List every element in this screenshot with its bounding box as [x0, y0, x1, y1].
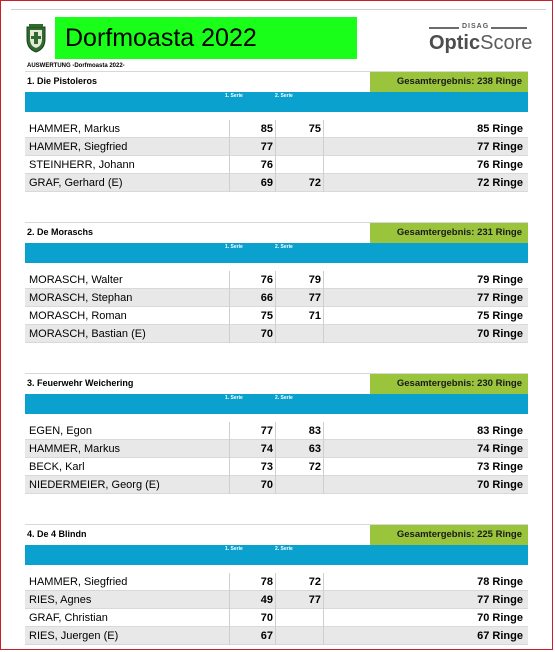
shooter-total: 75 Ringe — [323, 307, 528, 325]
column-label-serie2: 2. Serie — [275, 395, 293, 401]
serie2-score: 83 — [275, 422, 323, 440]
team-block — [25, 222, 528, 343]
team-name: 1. Die Pistoleros — [27, 76, 98, 86]
serie2-score — [275, 476, 323, 494]
serie1-score: 70 — [229, 325, 275, 343]
shooter-rows — [25, 573, 528, 645]
table-row — [25, 307, 528, 325]
serie2-score — [275, 627, 323, 645]
logo-brand: OpticScore — [429, 32, 533, 54]
serie1-score: 49 — [229, 591, 275, 609]
serie1-score: 76 — [229, 271, 275, 289]
shooter-name: GRAF, Gerhard (E) — [29, 177, 123, 189]
serie2-score: 79 — [275, 271, 323, 289]
serie2-score — [275, 138, 323, 156]
column-header-bar — [25, 92, 528, 112]
serie2-score: 72 — [275, 458, 323, 476]
team-header — [25, 373, 528, 394]
table-row — [25, 591, 528, 609]
team-total: Gesamtergebnis: 230 Ringe — [370, 374, 528, 394]
shooter-total: 77 Ringe — [323, 591, 528, 609]
shooter-name: NIEDERMEIER, Georg (E) — [29, 479, 160, 491]
shooter-name: MORASCH, Bastian (E) — [29, 328, 146, 340]
page-top-rule — [11, 9, 546, 10]
shooter-total: 67 Ringe — [323, 627, 528, 645]
team-total: Gesamtergebnis: 231 Ringe — [370, 223, 528, 243]
serie1-score: 70 — [229, 609, 275, 627]
logo-bar-left — [429, 27, 459, 29]
table-row — [25, 325, 528, 343]
logo-bar-right — [491, 27, 527, 29]
report-subtitle: AUSWERTUNG -Dorfmoasta 2022- — [27, 63, 125, 69]
shooter-rows — [25, 271, 528, 343]
page-title — [55, 17, 357, 59]
serie1-score: 69 — [229, 174, 275, 192]
column-label-serie1: 1. Serie — [225, 244, 243, 250]
serie1-score: 76 — [229, 156, 275, 174]
serie2-score: 77 — [275, 591, 323, 609]
table-row — [25, 458, 528, 476]
column-label-serie1: 1. Serie — [225, 93, 243, 99]
team-header — [25, 222, 528, 243]
shooter-name: BECK, Karl — [29, 461, 85, 473]
serie2-score — [275, 325, 323, 343]
serie2-score: 71 — [275, 307, 323, 325]
shooter-name: MORASCH, Walter — [29, 274, 123, 286]
table-row — [25, 120, 528, 138]
table-row — [25, 138, 528, 156]
opticscore-logo — [429, 23, 533, 55]
table-row — [25, 440, 528, 458]
serie2-score: 75 — [275, 120, 323, 138]
serie1-score: 77 — [229, 138, 275, 156]
shooter-total: 72 Ringe — [323, 174, 528, 192]
team-block — [25, 373, 528, 494]
shooter-name: HAMMER, Markus — [29, 123, 121, 135]
shooter-name: RIES, Juergen (E) — [29, 630, 119, 642]
serie2-score: 72 — [275, 573, 323, 591]
serie1-score: 75 — [229, 307, 275, 325]
shooter-name: GRAF, Christian — [29, 612, 108, 624]
team-name: 3. Feuerwehr Weichering — [27, 378, 134, 388]
serie1-score: 70 — [229, 476, 275, 494]
column-label-serie1: 1. Serie — [225, 546, 243, 552]
shooter-total: 70 Ringe — [323, 609, 528, 627]
shooter-total: 85 Ringe — [323, 120, 528, 138]
team-header — [25, 71, 528, 92]
shooter-total: 76 Ringe — [323, 156, 528, 174]
serie1-score: 78 — [229, 573, 275, 591]
serie2-score — [275, 609, 323, 627]
table-row — [25, 174, 528, 192]
shooter-total: 83 Ringe — [323, 422, 528, 440]
shooter-name: RIES, Agnes — [29, 594, 92, 606]
logo-disag: DISAG — [462, 23, 490, 30]
shooter-total: 74 Ringe — [323, 440, 528, 458]
table-row — [25, 476, 528, 494]
shooter-rows — [25, 422, 528, 494]
page-title-text: Dorfmoasta 2022 — [65, 24, 257, 52]
table-row — [25, 289, 528, 307]
shooter-name: EGEN, Egon — [29, 425, 92, 437]
table-row — [25, 609, 528, 627]
shooter-total: 70 Ringe — [323, 325, 528, 343]
serie1-score: 85 — [229, 120, 275, 138]
shooter-total: 70 Ringe — [323, 476, 528, 494]
serie2-score — [275, 156, 323, 174]
shooter-name: HAMMER, Siegfried — [29, 576, 128, 588]
shooter-name: HAMMER, Siegfried — [29, 141, 128, 153]
table-row — [25, 156, 528, 174]
serie1-score: 77 — [229, 422, 275, 440]
serie1-score: 74 — [229, 440, 275, 458]
shooter-total: 79 Ringe — [323, 271, 528, 289]
team-total: Gesamtergebnis: 238 Ringe — [370, 72, 528, 92]
serie1-score: 66 — [229, 289, 275, 307]
column-header-bar — [25, 545, 528, 565]
shooter-name: MORASCH, Stephan — [29, 292, 133, 304]
shooter-name: HAMMER, Markus — [29, 443, 121, 455]
team-total: Gesamtergebnis: 225 Ringe — [370, 525, 528, 545]
serie2-score: 72 — [275, 174, 323, 192]
column-label-serie2: 2. Serie — [275, 244, 293, 250]
shooter-total: 73 Ringe — [323, 458, 528, 476]
serie1-score: 73 — [229, 458, 275, 476]
table-row — [25, 271, 528, 289]
coat-of-arms-icon — [25, 23, 47, 53]
column-label-serie1: 1. Serie — [225, 395, 243, 401]
table-row — [25, 422, 528, 440]
team-name: 2. De Moraschs — [27, 227, 94, 237]
team-name: 4. De 4 Blindn — [27, 529, 87, 539]
shooter-total: 77 Ringe — [323, 289, 528, 307]
shooter-name: STEINHERR, Johann — [29, 159, 135, 171]
team-block — [25, 524, 528, 645]
column-label-serie2: 2. Serie — [275, 546, 293, 552]
team-header — [25, 524, 528, 545]
team-block — [25, 71, 528, 192]
shooter-name: MORASCH, Roman — [29, 310, 127, 322]
serie2-score: 77 — [275, 289, 323, 307]
serie2-score: 63 — [275, 440, 323, 458]
column-label-serie2: 2. Serie — [275, 93, 293, 99]
shooter-total: 77 Ringe — [323, 138, 528, 156]
shooter-total: 78 Ringe — [323, 573, 528, 591]
shooter-rows — [25, 120, 528, 192]
column-header-bar — [25, 243, 528, 263]
table-row — [25, 573, 528, 591]
column-header-bar — [25, 394, 528, 414]
table-row — [25, 627, 528, 645]
serie1-score: 67 — [229, 627, 275, 645]
